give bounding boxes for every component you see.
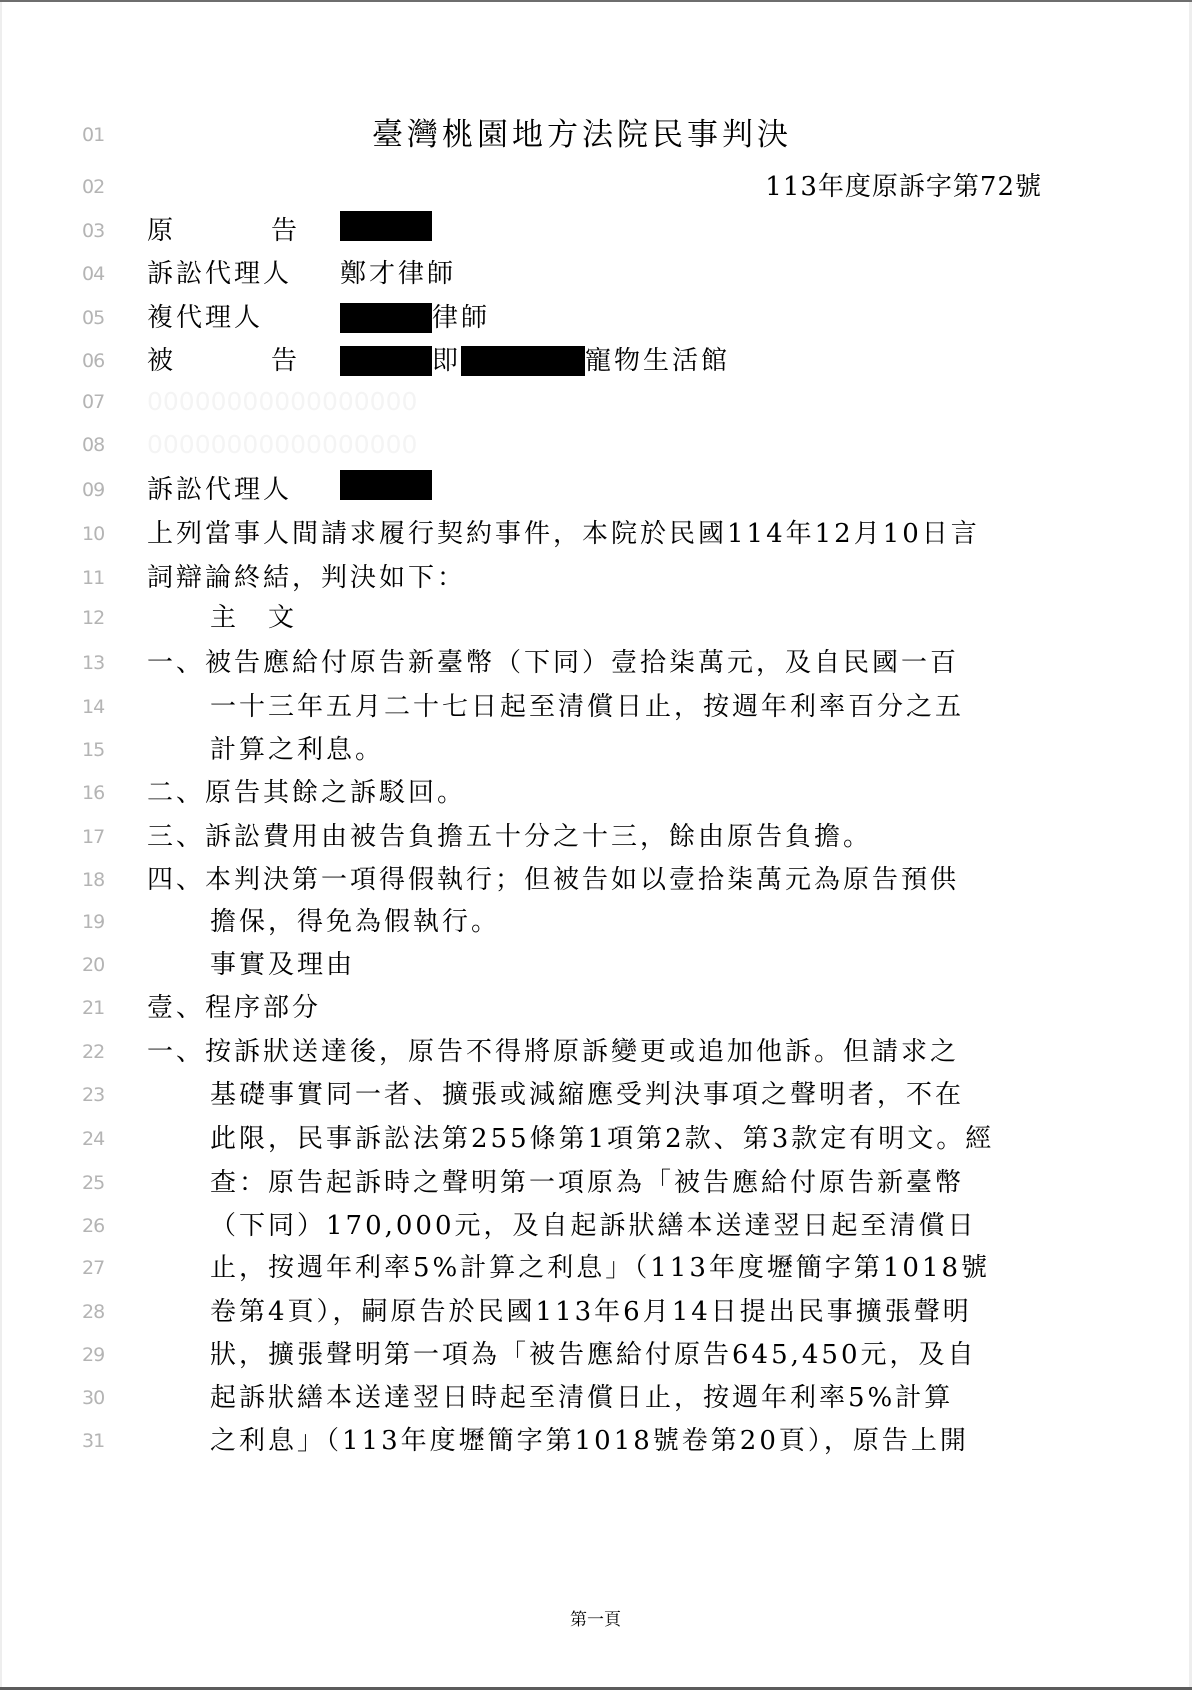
body-text: 四、本判決第一項得假執行；但被告如以壹拾柒萬元為原告預供 [147,865,960,895]
body-text: 主 文 [210,603,298,633]
body-line [2,1378,1152,1418]
body-text: 一、被告應給付原告新臺幣（下同）壹拾柒萬元，及自民國一百 [147,648,960,678]
placeholder-line [2,382,1152,422]
redaction-block [461,346,585,376]
body-line [2,817,1152,857]
line-number: 08 [82,434,105,456]
party-label-text: 訴訟代理人 [147,475,293,505]
party-value [340,341,730,381]
body-text: 基礎事實同一者、擴張或減縮應受判決事項之聲明者，不在 [210,1080,965,1110]
body-line [2,773,1152,813]
body-text: 止，按週年利率5%計算之利息」（113年度壢簡字第1018號 [210,1253,991,1283]
body-line [2,1206,1152,1246]
body-line [2,687,1152,727]
placeholder-line [2,425,1152,465]
party-label [147,341,307,381]
line-number: 04 [82,263,105,285]
body-text: 計算之利息。 [210,735,385,765]
body-text: 之利息」（113年度壢簡字第1018號卷第20頁），原告上開 [210,1426,969,1456]
line-number: 26 [82,1215,105,1237]
body-line [2,945,1152,985]
document-page [2,2,1189,1687]
party-label-char: 告 [270,216,297,246]
line-number: 23 [82,1084,105,1106]
body-text: （下同）170,000元，及自起訴狀繕本送達翌日起至清償日 [210,1211,977,1241]
line-number: 12 [82,607,105,629]
case-number: 113年度原訴字第72號 [765,172,1042,202]
line-number: 09 [82,479,105,501]
party-line [2,211,1152,251]
party-line [2,254,1152,294]
party-value [340,211,432,241]
body-line [2,643,1152,683]
body-text: 一、按訴狀送達後，原告不得將原訴變更或追加他訴。但請求之 [147,1037,960,1067]
party-value-text: 鄭才律師 [340,259,457,289]
page-footer: 第一頁 [570,1610,621,1630]
party-label-char: 告 [270,346,297,376]
party-label-spread [147,341,297,381]
body-text: 三、訴訟費用由被告負擔五十分之十三，餘由原告負擔。 [147,822,873,852]
body-line [2,558,1152,598]
line-number: 07 [82,391,105,413]
line-number: 29 [82,1344,105,1366]
placeholder-text: 00000000000000000 [147,387,418,416]
body-text: 查：原告起訴時之聲明第一項原為「被告應給付原告新臺幣 [210,1168,965,1198]
party-value-text: 即 [432,346,462,376]
line-title [2,115,1152,155]
line-number: 19 [82,911,105,933]
body-line [2,598,1152,638]
body-text: 狀，擴張聲明第一項為「被告應給付原告645,450元，及自 [210,1340,977,1370]
body-line [2,730,1152,770]
line-number: 21 [82,997,105,1019]
line-number: 15 [82,739,105,761]
document-title: 臺灣桃園地方法院民事判決 [372,117,792,153]
line-number: 20 [82,954,105,976]
party-label-char: 原 [147,216,174,246]
line-number: 17 [82,826,105,848]
party-label-text: 複代理人 [147,303,264,333]
party-label-spread [147,211,297,251]
line-number: 10 [82,523,105,545]
body-text: 詞辯論終結，判決如下： [147,563,467,593]
party-label [147,470,307,510]
party-label [147,211,307,251]
line-number: 25 [82,1172,105,1194]
body-line [2,902,1152,942]
line-number: 22 [82,1041,105,1063]
line-number: 03 [82,220,105,242]
body-text: 此限，民事訴訟法第255條第1項第2款、第3款定有明文。經 [210,1124,995,1154]
line-number: 24 [82,1128,105,1150]
party-value-text: 寵物生活館 [585,346,731,376]
party-label-char: 被 [147,346,174,376]
body-line [2,988,1152,1028]
body-text: 二、原告其餘之訴駁回。 [147,778,467,808]
body-text: 擔保，得免為假執行。 [210,907,501,937]
body-line [2,1421,1152,1461]
line-number: 05 [82,307,105,329]
party-line [2,298,1152,338]
line-number: 30 [82,1387,105,1409]
line-number: 02 [82,176,105,198]
body-text: 事實及理由 [210,950,356,980]
line-case-number [2,167,1152,207]
redaction-block [340,211,432,241]
party-value [340,254,456,294]
body-line [2,1075,1152,1115]
party-value [340,298,490,338]
line-number: 11 [82,567,105,589]
body-line [2,1292,1152,1332]
line-number: 31 [82,1430,105,1452]
line-number: 13 [82,652,105,674]
party-line [2,470,1152,510]
body-line [2,1119,1152,1159]
body-line [2,860,1152,900]
redaction-block [340,470,432,500]
party-label [147,254,307,294]
body-text: 壹、程序部分 [147,993,322,1023]
party-line [2,341,1152,381]
line-number: 18 [82,869,105,891]
body-line [2,1248,1152,1288]
party-value [340,470,432,500]
body-line [2,1163,1152,1203]
line-number: 27 [82,1257,105,1279]
line-number: 28 [82,1301,105,1323]
body-line [2,1335,1152,1375]
redaction-block [340,303,432,333]
line-number: 01 [82,124,105,146]
party-label [147,298,307,338]
placeholder-text: 00000000000000000 [147,430,418,459]
body-line [2,514,1152,554]
line-number: 16 [82,782,105,804]
redaction-block [340,346,432,376]
body-text: 起訴狀繕本送達翌日時起至清償日止，按週年利率5%計算 [210,1383,954,1413]
body-text: 卷第4頁），嗣原告於民國113年6月14日提出民事擴張聲明 [210,1297,972,1327]
line-number: 06 [82,350,105,372]
line-number: 14 [82,696,105,718]
body-line [2,1032,1152,1072]
party-label-text: 訴訟代理人 [147,259,293,289]
body-text: 上列當事人間請求履行契約事件，本院於民國114年12月10日言 [147,519,980,549]
body-text: 一十三年五月二十七日起至清償日止，按週年利率百分之五 [210,692,965,722]
party-value-text: 律師 [432,303,491,333]
